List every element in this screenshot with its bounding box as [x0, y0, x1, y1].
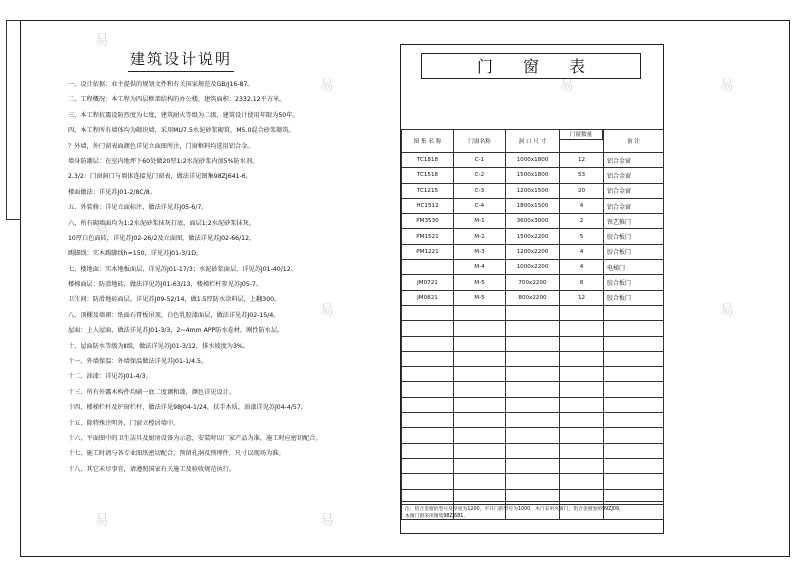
table-cell: M-1 — [454, 214, 506, 229]
table-cell — [402, 382, 454, 397]
table-cell: PM1221 — [402, 244, 454, 259]
table-cell: TC1518 — [402, 168, 454, 183]
column-header: 洞 口 尺 寸 — [506, 130, 560, 153]
table-cell — [402, 428, 454, 443]
table-cell — [560, 443, 604, 458]
table-cell — [454, 351, 506, 366]
note-line: 十八、其它未尽事宜，请遵照国家有关施工及验收规范执行。 — [68, 465, 236, 473]
table-cell — [454, 382, 506, 397]
watermark: 易 — [320, 513, 334, 529]
table-cell: 2 — [560, 214, 604, 229]
note-line: 楼梯面层：防滑地砖，做法详见苏J01-63/13，楼梯栏杆参见苏J05-7。 — [68, 281, 263, 289]
table-cell — [402, 397, 454, 412]
table-cell — [506, 382, 560, 397]
table-cell — [560, 321, 604, 336]
table-row — [402, 275, 664, 290]
table-cell: 5 — [560, 229, 604, 244]
note-line: 十一、外墙保温：外墙保温做法详见苏J01-1/4.5。 — [68, 358, 208, 366]
table-cell — [560, 397, 604, 412]
table-cell — [604, 382, 664, 397]
table-cell: 胶合板门 — [604, 275, 664, 290]
table-cell — [402, 321, 454, 336]
table-cell: C-1 — [454, 153, 506, 168]
count-header: 门窗数量 — [559, 129, 603, 140]
note-line: 2.3/2：门窗洞口与墙体连接见门窗表，做法详见图集98ZJ641-6。 — [68, 173, 252, 181]
note-line: 六、所有砌墙面均为1:2水泥砂浆抹灰打底，面层1:2水泥砂浆抹灰。 — [68, 219, 255, 227]
table-cell — [560, 428, 604, 443]
column-header: 备 注 — [604, 130, 664, 153]
table-cell — [560, 305, 604, 320]
table-cell — [402, 413, 454, 428]
page-title: 建筑设计说明 — [130, 50, 233, 68]
table-cell — [454, 443, 506, 458]
table-cell: 铝合金窗 — [604, 153, 664, 168]
table-row — [402, 305, 664, 320]
table-cell: 胶合板门 — [604, 229, 664, 244]
table-cell: 铝合金窗 — [604, 198, 664, 213]
table-cell — [604, 336, 664, 351]
note-line: 踢脚线：实木踢脚线h=150，详见苏J01-3/1D。 — [68, 250, 203, 258]
table-row — [402, 428, 664, 443]
table-cell: M-5 — [454, 290, 506, 305]
table-cell — [454, 413, 506, 428]
table-cell: 4 — [560, 198, 604, 213]
table-row — [402, 321, 664, 336]
note-line: 十二、油漆：详见苏J01-4/3。 — [68, 373, 152, 381]
table-cell — [454, 397, 506, 412]
table-cell — [604, 474, 664, 489]
note-line: 五、外装修：详见立面标注，做法详见苏J05-6/7。 — [68, 204, 208, 212]
table-cell — [506, 367, 560, 382]
table-cell — [506, 428, 560, 443]
note-line: ？外墙，外门窗表面颜色详见立面图所注，门窗框料均选用铝合金。 — [68, 142, 254, 150]
table-cell: 铁艺推门 — [604, 214, 664, 229]
table-cell: C-4 — [454, 198, 506, 213]
table-cell — [506, 413, 560, 428]
table-cell: JM0721 — [402, 275, 454, 290]
watermark: 易 — [320, 303, 334, 319]
table-cell: C-3 — [454, 183, 506, 198]
table-cell — [506, 443, 560, 458]
table-cell: 53 — [560, 168, 604, 183]
table-row — [402, 397, 664, 412]
door-window-schedule — [400, 44, 664, 534]
table-cell: 1000x1800 — [506, 153, 560, 168]
table-cell — [506, 321, 560, 336]
table-cell — [604, 428, 664, 443]
table-cell: HC1512 — [402, 198, 454, 213]
table-row — [402, 413, 664, 428]
table-row — [402, 168, 664, 183]
table-row — [402, 260, 664, 275]
table-cell: M-4 — [454, 260, 506, 275]
table-header-row — [402, 130, 664, 153]
table-cell — [402, 458, 454, 473]
table-cell: 1200x1500 — [506, 183, 560, 198]
column-header: 图 集 名 称 — [402, 130, 454, 153]
table-cell: C-2 — [454, 168, 506, 183]
watermark: 易 — [320, 78, 334, 94]
table-cell — [560, 474, 604, 489]
table-cell — [402, 443, 454, 458]
table-cell: 800x2200 — [506, 290, 560, 305]
table-cell — [560, 413, 604, 428]
table-cell: M-2 — [454, 229, 506, 244]
table-cell: PM3530 — [402, 214, 454, 229]
note-line: 十七、施工时请与各专业图纸密切配合，预留孔洞及预埋件，尺寸以现场为准。 — [68, 450, 285, 458]
table-cell: 1000x2200 — [506, 260, 560, 275]
table-cell — [560, 367, 604, 382]
table-cell: 3600x3000 — [506, 214, 560, 229]
table-cell — [454, 428, 506, 443]
table-cell: 4 — [560, 244, 604, 259]
table-cell — [560, 351, 604, 366]
table-cell: 铝合金窗 — [604, 183, 664, 198]
note-line: 三、本工程抗震设防烈度为七度，建筑耐火等级为二级，建筑设计使用年限为50年。 — [68, 111, 299, 119]
table-cell — [604, 443, 664, 458]
note-line: 楼面做法：详见苏J01-2/8C/8。 — [68, 188, 156, 196]
table-row — [402, 336, 664, 351]
watermark: 易 — [95, 33, 109, 49]
note-line: 十四、楼梯栏杆及护窗栏杆，做法详见98J04-1/24，扶手木质，油漆详见苏J04-4/57。 — [68, 404, 307, 412]
table-cell — [560, 382, 604, 397]
table-cell — [454, 458, 506, 473]
table-cell: M-5 — [454, 275, 506, 290]
table-cell: 1500x1800 — [506, 168, 560, 183]
table-cell: 20 — [560, 183, 604, 198]
note-line: 八、顶棚及墙裙：纸面石膏板吊顶，白色乳胶漆面层，做法详见苏J02-15/4。 — [68, 311, 280, 319]
table-cell: 12 — [560, 290, 604, 305]
schedule-footnote: 注：铝合金窗的型号及厚度为1200，平开门的型号为1000，木门采用夹板门，铝合金窗参照99ZJ09。 本图门窗采用图集98ZJ681。 — [401, 501, 663, 533]
watermark: 易 — [95, 223, 109, 239]
table-row — [402, 458, 664, 473]
table-cell: 1500x2200 — [506, 229, 560, 244]
title-block-strip — [6, 20, 20, 220]
table-row — [402, 474, 664, 489]
table-cell: PM1521 — [402, 229, 454, 244]
table-cell — [454, 321, 506, 336]
table-cell — [402, 305, 454, 320]
table-cell: M-3 — [454, 244, 506, 259]
table-cell: 8 — [560, 275, 604, 290]
note-line: 10厚白色面砖，详见苏J02-26/2及立面图，做法详见苏J02-66/12。 — [68, 234, 256, 242]
table-cell — [454, 474, 506, 489]
table-cell — [604, 397, 664, 412]
table-row — [402, 229, 664, 244]
table-cell: TC1818 — [402, 153, 454, 168]
table-cell — [454, 336, 506, 351]
note-line: 十六、平面图中的卫生洁具及厨房设备为示意，安装时以厂家产品为准，施工时应密切配合。 — [68, 434, 322, 442]
table-cell: 700x2200 — [506, 275, 560, 290]
table-cell — [506, 336, 560, 351]
table-cell: JM0821 — [402, 290, 454, 305]
table-row — [402, 443, 664, 458]
design-notes — [68, 80, 388, 480]
table-cell — [454, 305, 506, 320]
table-cell — [560, 458, 604, 473]
table-cell — [604, 367, 664, 382]
schedule-table — [401, 129, 664, 520]
table-row — [402, 183, 664, 198]
note-line: 十三、所有外露木构件均刷一底二度调和漆，颜色详见设计。 — [68, 388, 236, 396]
table-cell: TC1215 — [402, 183, 454, 198]
table-row — [402, 351, 664, 366]
table-row — [402, 367, 664, 382]
table-cell — [604, 458, 664, 473]
note-line: 屋面：上人屋面，做法详见苏J01-3/3，2~4mm APP防水卷材，刚性防水层。 — [68, 327, 284, 335]
table-row — [402, 198, 664, 213]
table-cell: 胶合板门 — [604, 244, 664, 259]
table-cell — [604, 413, 664, 428]
table-row — [402, 214, 664, 229]
note-line: 二、工程概况：本工程为四层框架结构的办公楼，建筑面积：2332.12平方米。 — [68, 96, 286, 104]
table-cell — [506, 397, 560, 412]
table-cell: 1200x2200 — [506, 244, 560, 259]
note-line: 七、楼地面：实木地板面层，详见苏J01-17/3；水泥砂浆面层，详见苏J01-40/12。 — [68, 265, 297, 273]
table-cell — [506, 474, 560, 489]
note-line: 四、本工程所有墙体均为砌块墙，采用MU7.5水泥砂浆砌筑，M5.0混合砂浆砌筑。 — [68, 127, 295, 135]
watermark: 易 — [720, 78, 734, 94]
table-cell — [604, 305, 664, 320]
table-cell: 12 — [560, 153, 604, 168]
table-cell — [506, 458, 560, 473]
watermark: 易 — [95, 513, 109, 529]
note-line: 十、屋面防水等级为Ⅱ级，做法详见苏J01-3/12，排水坡度为3%。 — [68, 342, 249, 350]
table-cell: 电梯门 — [604, 260, 664, 275]
table-cell — [402, 351, 454, 366]
table-cell: 胶合板门 — [604, 290, 664, 305]
table-cell — [506, 351, 560, 366]
note-line: 墙身防潮层：在室内地坪下60处做20厚1:2水泥砂浆内加5%防水剂。 — [68, 157, 259, 165]
note-line: 一、设计依据：业主提供的规划文件和有关国家规范及GB/J16-87。 — [68, 81, 254, 88]
watermark: 易 — [720, 303, 734, 319]
table-cell — [402, 336, 454, 351]
table-row — [402, 382, 664, 397]
note-line: 十五、除特殊注明外，门窗立樘居墙中。 — [68, 419, 180, 427]
table-cell: 铝合金窗 — [604, 168, 664, 183]
table-cell — [506, 305, 560, 320]
watermark: 易 — [560, 78, 574, 94]
table-row — [402, 153, 664, 168]
schedule-title: 门窗表 — [421, 53, 641, 79]
table-row — [402, 244, 664, 259]
table-cell — [604, 321, 664, 336]
table-cell — [560, 336, 604, 351]
column-header: 门窗名称 — [454, 130, 506, 153]
note-line: 卫生间：防滑地砖面层，详见苏J09-52/14，做1.5厚防水涂料层，上翻300。 — [68, 296, 281, 304]
table-cell — [402, 474, 454, 489]
table-cell — [454, 367, 506, 382]
table-cell — [402, 260, 454, 275]
table-cell — [402, 367, 454, 382]
table-cell: 1800x1500 — [506, 198, 560, 213]
table-row — [402, 290, 664, 305]
table-cell: 4 — [560, 260, 604, 275]
table-cell — [604, 351, 664, 366]
